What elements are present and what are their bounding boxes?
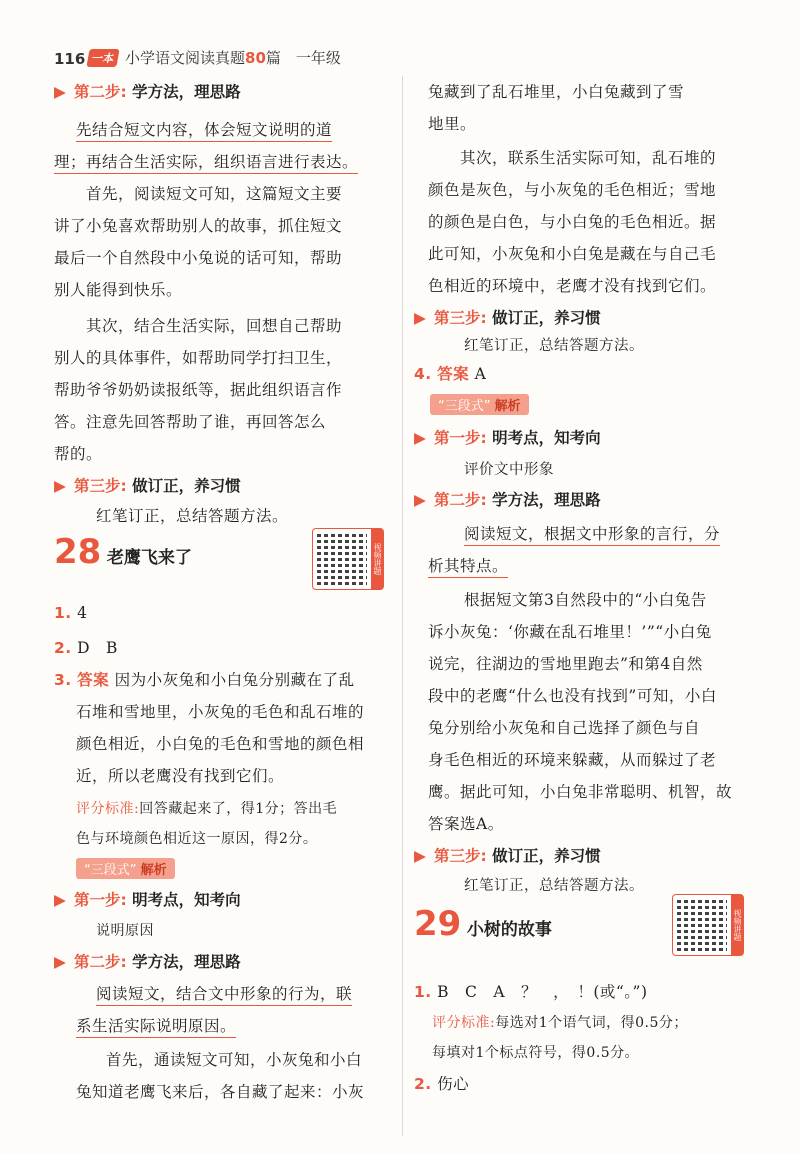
- arrow-icon: ▶: [54, 953, 66, 971]
- scoring-criteria: [76, 798, 337, 818]
- step-title: 做订正，养习惯: [492, 309, 601, 327]
- answer-text: 颜色相近，小白兔的毛色和雪地的颜色相: [76, 735, 365, 753]
- section-28-heading: [54, 532, 192, 572]
- paragraph-line: 首先，阅读短文可知，这篇短文主要: [86, 185, 343, 203]
- step-label: 第三步:: [74, 477, 127, 495]
- badge-prefix: “三段式”: [438, 399, 491, 414]
- method-text: 先结合短文内容，体会短文说明的道: [76, 121, 332, 142]
- arrow-icon: ▶: [414, 429, 426, 447]
- paragraph-line: 颜色是灰色，与小灰兔的毛色相近；雪地: [428, 181, 717, 199]
- paragraph-line: 其次，联系生活实际可知，乱石堆的: [460, 149, 717, 167]
- method-text: 析其特点。: [428, 557, 508, 578]
- step-title: 学方法，理思路: [132, 953, 241, 971]
- answer-1: [54, 604, 88, 622]
- step-label: 第二步:: [74, 953, 127, 971]
- answer-text: 石堆和雪地里，小灰兔的毛色和乱石堆的: [76, 703, 365, 721]
- method-line: [428, 554, 508, 576]
- method-line: [76, 1014, 236, 1036]
- score-text: 色与环境颜色相近这一原因，得2分。: [76, 831, 318, 847]
- step-title: 做订正，养习惯: [132, 477, 241, 495]
- step-label: 第三步:: [434, 847, 487, 865]
- paragraph-line: 兔藏到了乱石堆里，小白兔藏到了雪: [428, 83, 685, 101]
- score-label: 评分标准:: [76, 801, 140, 817]
- three-part-badge: [430, 394, 529, 415]
- answer-text: 因为小灰兔和小白兔分别藏在了乱: [114, 671, 355, 689]
- answer-text: B C A ？ ， ！(或“。”): [437, 983, 648, 1001]
- step-label: 第一步:: [434, 429, 487, 447]
- answer-1: [414, 980, 648, 1002]
- paragraph-line: 别人能得到快乐。: [54, 281, 183, 299]
- section-title: 小树的故事: [466, 920, 552, 940]
- paragraph-line: 帮的。: [54, 445, 103, 463]
- qr-pattern-overlay: [677, 899, 727, 951]
- step-label: 第三步:: [434, 309, 487, 327]
- question-number: 2.: [414, 1075, 432, 1093]
- answer-label: 答案: [77, 671, 110, 689]
- answer-text: 4: [77, 604, 88, 622]
- step-title: 明考点，知考向: [132, 891, 241, 909]
- step-text: 红笔订正，总结答题方法。: [96, 507, 289, 525]
- brand-logo: 一本: [86, 49, 119, 67]
- score-text: 每选对1个语气词，得0.5分；: [495, 1015, 688, 1031]
- step-one-heading: [414, 426, 601, 448]
- question-number: 1.: [414, 983, 432, 1001]
- step-title: 明考点，知考向: [492, 429, 601, 447]
- answer-text: D B: [77, 639, 118, 657]
- answer-text: A: [474, 365, 487, 383]
- paragraph-line: 段中的老鹰“什么也没有找到”可知，小白: [428, 687, 717, 705]
- question-number: 4.: [414, 365, 432, 383]
- section-title: 老鹰飞来了: [106, 548, 192, 568]
- answer-2: [414, 1072, 469, 1094]
- step-text: 评价文中形象: [464, 462, 554, 478]
- paragraph-line: 说完，往湖边的雪地里跑去”和第4自然: [428, 655, 703, 673]
- step-three-heading: [414, 844, 601, 866]
- badge-prefix: “三段式”: [84, 863, 137, 878]
- answer-4: [414, 362, 486, 384]
- qr-code[interactable]: [312, 528, 384, 590]
- score-text: 每填对1个标点符号，得0.5分。: [432, 1045, 640, 1061]
- paragraph-line: 帮助爷爷奶奶读报纸等，据此组织语言作: [54, 381, 343, 399]
- paragraph-line: 讲了小兔喜欢帮助别人的故事，抓住短文: [54, 217, 343, 235]
- three-part-badge: [76, 858, 175, 879]
- qr-code[interactable]: [672, 894, 744, 956]
- qr-pattern-overlay: [317, 533, 367, 585]
- grade-label: 一年级: [295, 49, 341, 67]
- method-line: [464, 522, 720, 544]
- paragraph-line: 的颜色是白色，与小白兔的毛色相近。据: [428, 213, 717, 231]
- badge-suffix: 解析: [494, 399, 521, 414]
- step-title: 学方法，理思路: [132, 83, 241, 101]
- paragraph-line: 兔知道老鹰飞来后，各自藏了起来：小灰: [76, 1083, 365, 1101]
- paragraph-line: 身毛色相近的环境来躲藏，从而躲过了老: [428, 751, 717, 769]
- arrow-icon: ▶: [54, 891, 66, 909]
- column-divider: [402, 76, 403, 1136]
- arrow-icon: ▶: [414, 491, 426, 509]
- qr-label: 视频讲题: [371, 529, 383, 589]
- book-title-prefix: 小学语文阅读真题: [125, 49, 246, 67]
- arrow-icon: ▶: [54, 477, 66, 495]
- step-label: 第二步:: [434, 491, 487, 509]
- arrow-icon: ▶: [54, 83, 66, 101]
- qr-label: 视频讲题: [731, 895, 743, 955]
- book-title: [125, 47, 341, 68]
- answer-2: [54, 636, 118, 658]
- step-title: 学方法，理思路: [492, 491, 601, 509]
- answer-text: 伤心: [437, 1075, 470, 1093]
- answer-3: [54, 668, 355, 690]
- question-number: 2.: [54, 639, 72, 657]
- paragraph-line: 别人的具体事件，如帮助同学打扫卫生，: [54, 349, 343, 367]
- step-one-heading: [54, 888, 241, 910]
- paragraph-line: 诉小灰兔：‘你藏在乱石堆里！’”“小白兔: [428, 623, 712, 641]
- book-title-num: 80: [245, 49, 266, 67]
- paragraph-line: 答。注意先回答帮助了谁，再回答怎么: [54, 413, 327, 431]
- book-title-suffix: 篇: [265, 49, 281, 67]
- arrow-icon: ▶: [414, 309, 426, 327]
- method-text: 阅读短文，结合文中形象的行为，联: [96, 985, 352, 1006]
- paragraph-line: 根据短文第3自然段中的“小白兔告: [464, 591, 707, 609]
- paragraph-line: 此可知，小灰兔和小白兔是藏在与自己毛: [428, 245, 717, 263]
- method-text: 理；再结合生活实际，组织语言进行表达。: [54, 153, 358, 174]
- step-title: 做订正，养习惯: [492, 847, 601, 865]
- method-line: [54, 150, 358, 172]
- method-text: 系生活实际说明原因。: [76, 1017, 236, 1038]
- step-three-heading: [54, 474, 241, 496]
- step-text: 红笔订正，总结答题方法。: [464, 338, 644, 354]
- question-number: 3.: [54, 671, 72, 689]
- method-text: 阅读短文，根据文中形象的言行，分: [464, 525, 720, 546]
- paragraph-line: 色相近的环境中，老鹰才没有找到它们。: [428, 277, 717, 295]
- step-text: 红笔订正，总结答题方法。: [464, 878, 644, 894]
- method-line: [96, 982, 352, 1004]
- step-label: 第一步:: [74, 891, 127, 909]
- section-29-heading: [414, 904, 552, 944]
- paragraph-line: 答案选A。: [428, 815, 504, 833]
- score-text: 回答藏起来了，得1分；答出毛: [139, 801, 338, 817]
- paragraph-line: 地里。: [428, 115, 477, 133]
- badge-suffix: 解析: [140, 863, 167, 878]
- paragraph-line: 首先，通读短文可知，小灰兔和小白: [106, 1051, 363, 1069]
- answer-text: 近，所以老鹰没有找到它们。: [76, 767, 285, 785]
- step-text: 说明原因: [96, 923, 154, 939]
- page-header: [0, 0, 800, 80]
- step-two-heading: [414, 488, 601, 510]
- step-two-heading: [54, 950, 241, 972]
- section-number: 29: [414, 904, 462, 944]
- scoring-criteria: [432, 1012, 688, 1032]
- page-number: 116: [54, 50, 86, 68]
- paragraph-line: 兔分别给小灰兔和自己选择了颜色与自: [428, 719, 701, 737]
- section-number: 28: [54, 532, 102, 572]
- score-label: 评分标准:: [432, 1015, 496, 1031]
- arrow-icon: ▶: [414, 847, 426, 865]
- question-number: 1.: [54, 604, 72, 622]
- paragraph-line: 最后一个自然段中小兔说的话可知，帮助: [54, 249, 343, 267]
- paragraph-line: 其次，结合生活实际，回想自己帮助: [86, 317, 343, 335]
- step-label: 第二步:: [74, 83, 127, 101]
- answer-label: 答案: [437, 365, 470, 383]
- paragraph-line: 鹰。据此可知，小白兔非常聪明、机智，故: [428, 783, 733, 801]
- step-two-heading: [54, 80, 241, 102]
- method-line: [76, 118, 332, 140]
- step-three-heading: [414, 306, 601, 328]
